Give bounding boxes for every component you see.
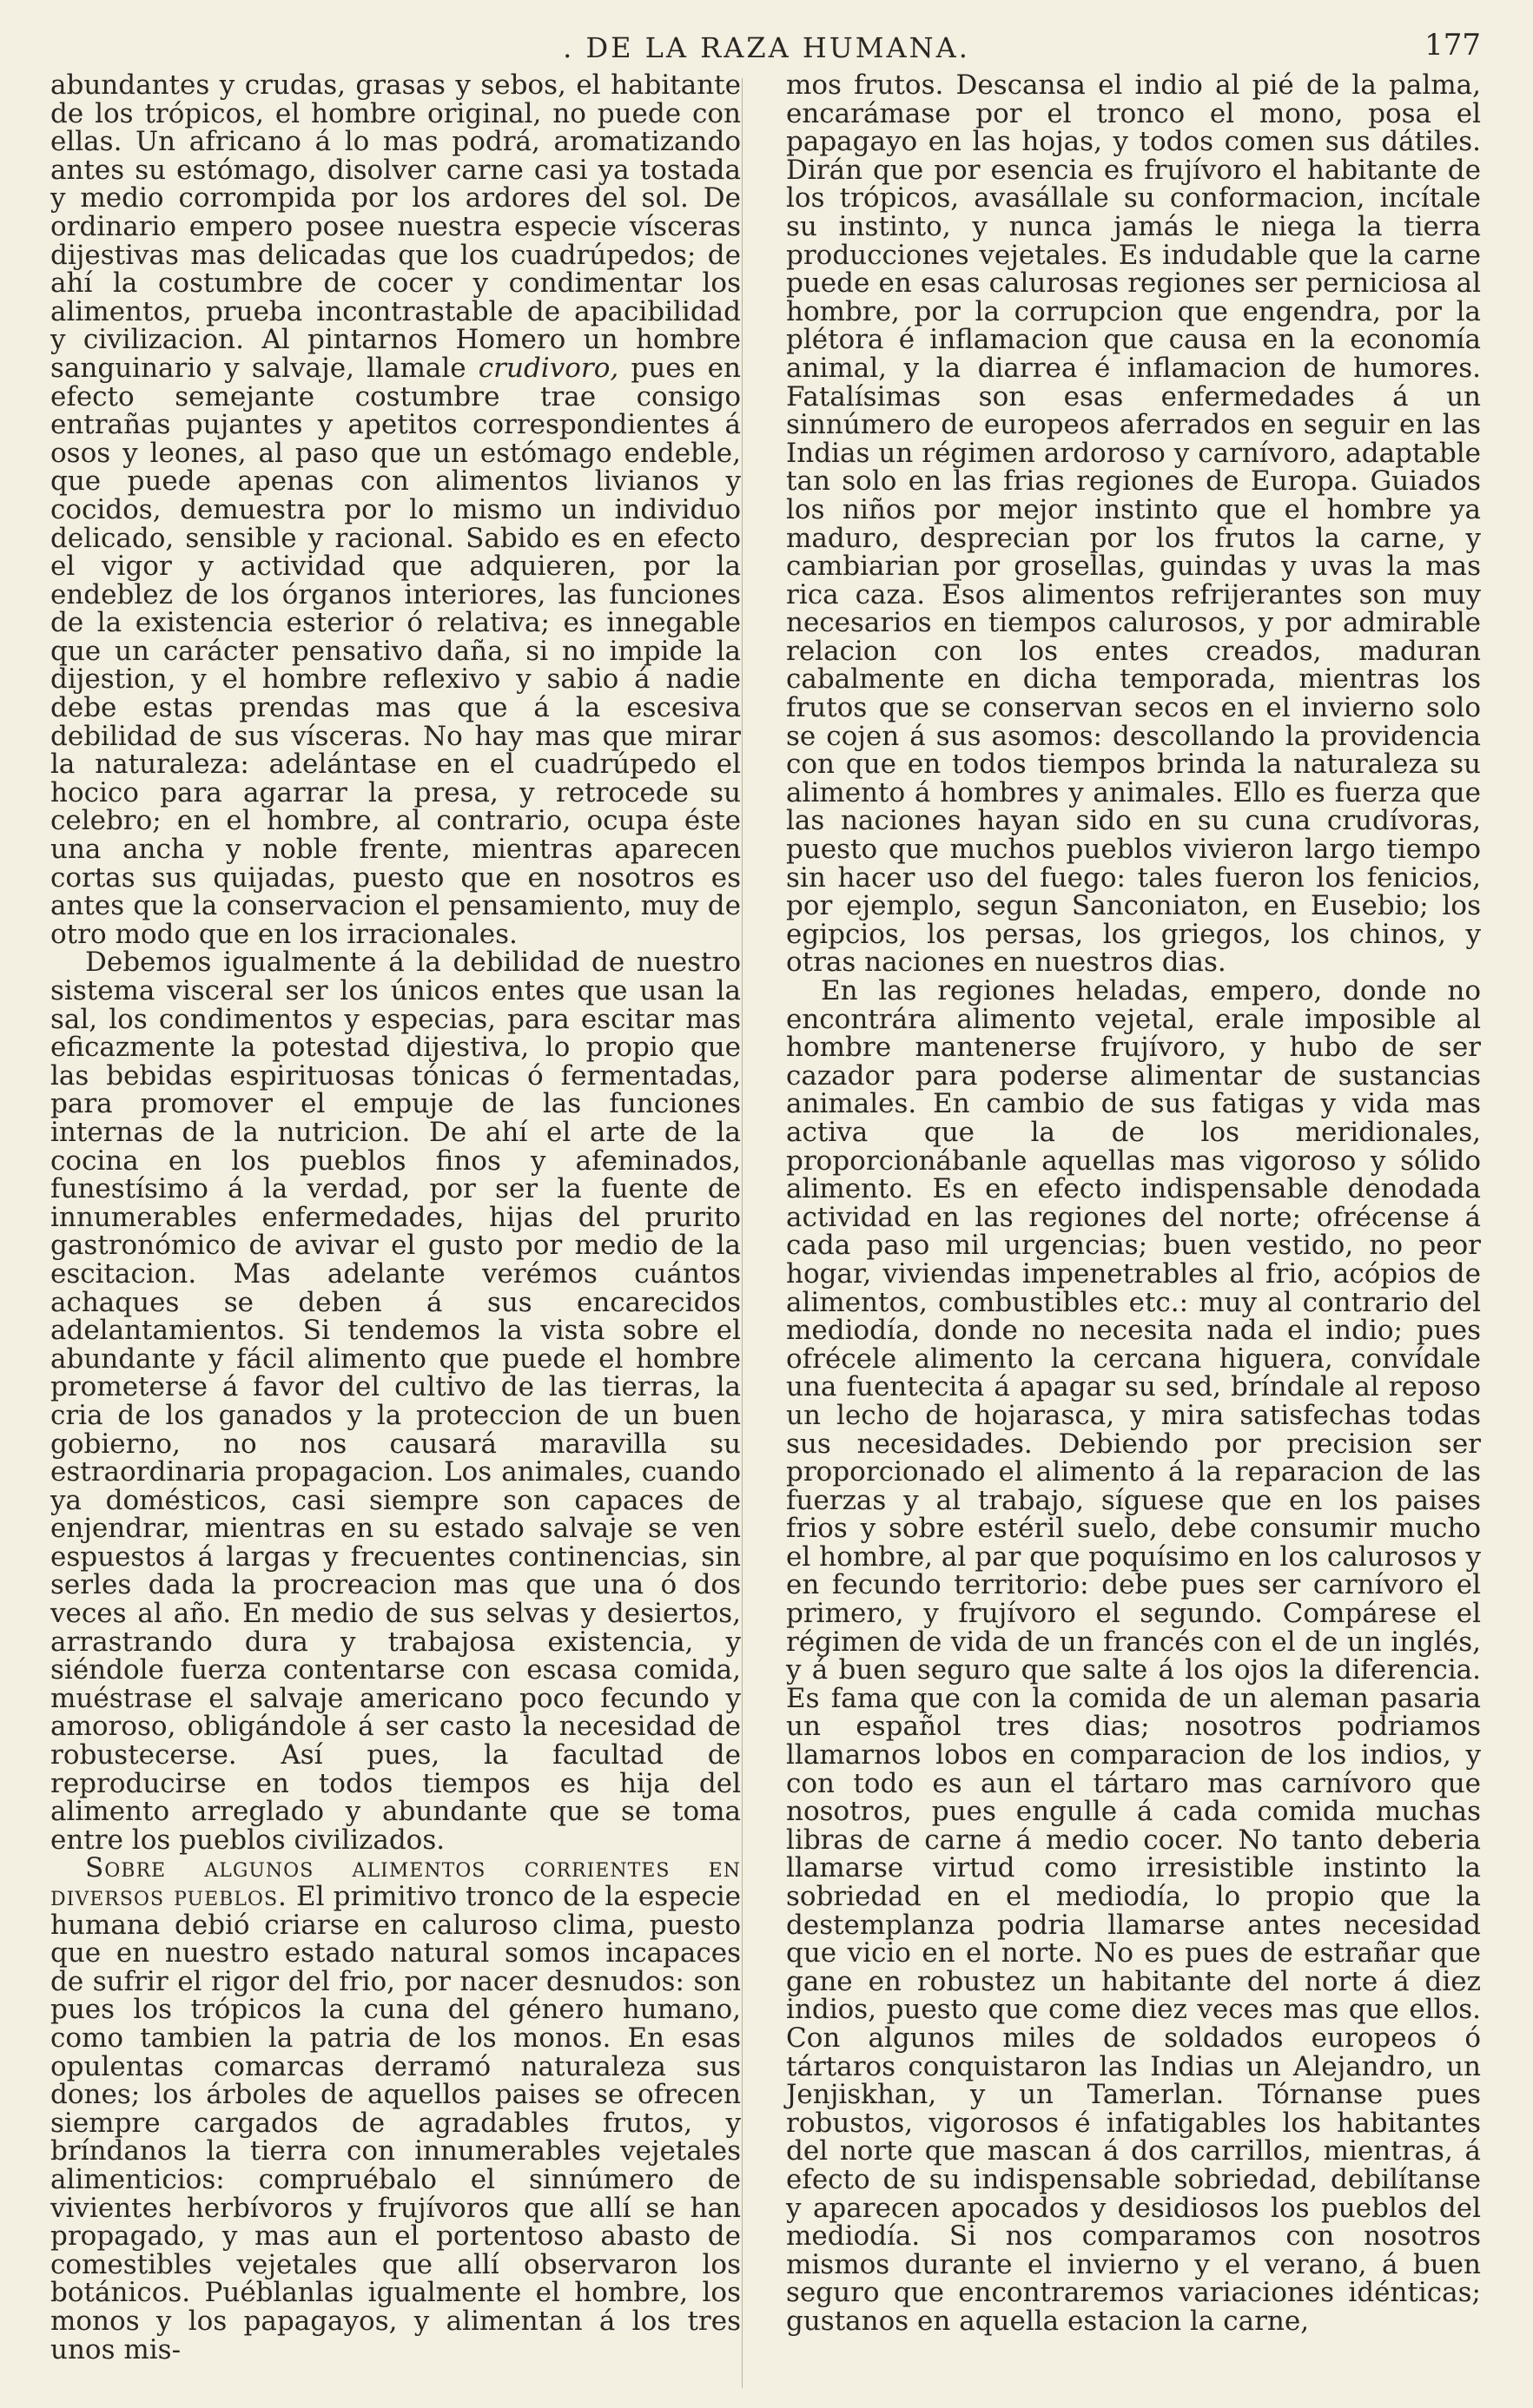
paragraph: En las regiones heladas, empero, donde no encontrára alimento vejetal, erale imposible al hombre mantenerse frujívoro, y hubo de ser cazador para poderse alimentar de sustancias animales. En cambio de sus fatigas y vida mas activa que la de los meridionales, proporcionábanle aquellas mas vigoroso y sólido alimento. Es en efecto indispensable denodada actividad en las regiones del norte; ofrécense á cada paso mil urgencias; buen vestido, no peor hogar, viviendas impenetrables al frio, acópios de alimentos, combustibles etc.: muy al contrario del mediodía, donde no necesita nada el indio; pues ofrécele alimento la cercana higuera, convídale una fuentecita á apagar su sed, bríndale al reposo un lecho de hojarasca, y mira satisfechas todas sus necesidades. Debiendo por precision ser proporcionado el alimento á la reparacion de las fuerzas y al trabajo, síguese que en los paises frios y sobre estéril suelo, debe consumir mucho el hombre, al par que poquísimo en los calurosos y en fecundo territorio: debe pues ser carnívoro el primero, y frujívoro el segundo. Compárese el régimen de vida de un francés con el de un inglés, y á buen seguro que salte á los ojos la diferencia. Es fama que con la comida de un aleman pasaria un español tres dias; nosotros podriamos llamarnos lobos en comparacion de los indios, y con todo es aun el tártaro mas carnívoro que nosotros, pues engulle á cada comida muchas libras de carne á medio cocer. No tanto deberia llamarse virtud como irresistible instinto la sobriedad en el mediodía, lo propio que la destemplanza podria llamarse antes necesidad que vicio en el norte. No es pues de estrañar que gane en robustez un habitante del norte á diez indios, puesto que come diez veces mas que ellos. Con algunos miles de soldados europeos ó tártaros conquistaron las Indias un Alejandro, un Jenjiskhan, y un Tamerlan. Tórnanse pues robustos, vigorosos é infatigables los habitantes del norte que mascan á dos carrillos, mientras, á efecto de su indispensable sobriedad, debilítanse y aparecen apocados y desidiosos los pueblos del mediodía. Si nos comparamos con nosotros mismos durante el invierno y el verano, á buen seguro que encontraremos variaciones idénticas; gustanos en aquella estacion la carne, (786, 975, 1481, 2337)
paragraph: Debemos igualmente á la debilidad de nuestro sistema visceral ser los únicos entes que usan la sal, los condimentos y especias, para escitar mas eficazmente la potestad dijestiva, lo propio que las bebidas espirituosas tónicas ó fermentadas, para promover el empuje de las funciones internas de la nutricion. De ahí el arte de la cocina en los pueblos finos y afeminados, funestísimo á la verdad, por ser la fuente de innumerables enfermedades, hijas del prurito gastronómico de avivar el gusto por medio de la escitacion. Mas adelante verémos cuántos achaques se deben á sus encarecidos adelantamientos. Si tendemos la vista sobre el abundante y fácil alimento que puede el hombre prometerse á favor del cultivo de las tierras, la cria de los ganados y la proteccion de un buen gobierno, no nos causará maravilla su estraordinaria propagacion. Los animales, cuando ya domésticos, casi siempre son capaces de enjendrar, mientras en su estado salvaje se ven espuestos á largas y frecuentes continencias, sin serles dada la procreacion mas que una ó dos veces al año. En medio de sus selvas y desiertos, arrastrando dura y trabajosa existencia, y siéndole fuerza contentarse con escasa comida, muéstrase el salvaje americano poco fecundo y amoroso, obligándole á ser casto la necesidad de robustecerse. Así pues, la facultad de reproducirse en todos tiempos es hija del alimento arreglado y abundante que se toma entre los pueblos civilizados. (50, 947, 741, 1856)
paragraph-text: El primitivo tronco de la especie humana debió criarse en caluroso clima, puesto que en nuestro estado natural somos incapaces de sufrir el rigor del frio, por nacer desnudos: son pues los trópicos la cuna del género humano, como tambien la patria de los monos. En esas opulentas comarcas derramó naturaleza sus dones; los árboles de aquellos paises se ofrecen siempre cargados de agradables frutos, y bríndanos la tierra con innumerables vejetales alimenticios: compruébalo el sinnúmero de vivientes herbívoros y frujívoros que allí se han propagado, y mas aun el portentoso abasto de comestibles vejetales que allí observaron los botánicos. Puéblanlas igualmente el hombre, los monos y los papagayos, y alimentan á los tres unos mis- (50, 1881, 741, 2365)
left-column (50, 71, 741, 2364)
right-column (786, 71, 1481, 2336)
section-heading: Sobre algunos alimentos corrientes en diversos pueblos. (50, 1852, 741, 1912)
paragraph-text: pues en efecto semejante costumbre trae consigo entrañas pujantes y apetitos correspondientes á osos y leones, al paso que un estómago endeble, que puede apenas con alimentos livianos y cocidos, demuestra por lo mismo un individuo delicado, sensible y racional. Sabido es en efecto el vigor y actividad que adquieren, por la endeblez de los órganos interiores, las funciones de la existencia esterior ó relativa; es innegable que un carácter pensativo daña, si no impide la dijestion, y el hombre reflexivo y sabio á nadie debe estas prendas mas que á la escesiva debilidad de sus vísceras. No hay mas que mirar la naturaleza: adelántase en el cuadrúpedo el hocico para agarrar la presa, y retrocede su celebro; en el hombre, al contrario, ocupa éste una ancha y noble frente, mientras aparecen cortas sus quijadas, puesto que en nosotros es antes que la conservacion el pensamiento, muy de otro modo que en los irracionales. (50, 352, 741, 950)
page-number: 177 (1424, 28, 1481, 63)
paragraph: mos frutos. Descansa el indio al pié de la palma, encarámase por el tronco el mono, posa el papagayo en las hojas, y todos comen sus dátiles. Dirán que por esencia es frujívoro el habitante de los trópicos, avasállale su conformacion, incítale su instinto, y nunca jamás le niega la tierra producciones vejetales. Es indudable que la carne puede en esas calurosas regiones ser perniciosa al hombre, por la corrupcion que engendra, por la plétora é inflamacion que causa en la economía animal, y la diarrea é inflamacion de humores. Fatalísimas son esas enfermedades á un sinnúmero de europeos aferrados en seguir en las Indias un régimen ardoroso y carnívoro, adaptable tan solo en las frias regiones de Europa. Guiados los niños por mejor instinto que el hombre ya maduro, desprecian por los frutos la carne, y cambiarian por grosellas, guindas y uvas la mas rica caza. Esos alimentos refrijerantes son muy necesarios en tiempos calurosos, y por admirable relacion con los entes creados, maduran cabalmente en dicha temporada, mientras los frutos que se conservan secos en el invierno solo se cojen á sus asomos: descollando la providencia con que en todos tiempos brinda la naturaleza su alimento á hombres y animales. Ello es fuerza que las naciones hayan sido en su cuna crudívoras, puesto que muchos pueblos vivieron largo tiempo sin hacer uso del fuego: tales fueron los fenicios, por ejemplo, segun Sanconiaton, en Eusebio; los egipcios, los persas, los griegos, los chinos, y otras naciones en nuestros dias. (786, 69, 1481, 979)
paragraph-text: abundantes y crudas, grasas y sebos, el habitante de los trópicos, el hombre original, no puede con ellas. Un africano á lo mas podrá, aromatizando antes su estómago, disolver carne casi ya tostada y medio corrompida por los ardores del sol. De ordinario empero posee nuestra especie vísceras dijestivas mas delicadas que los cuadrúpedos; de ahí la costumbre de cocer y condimentar los alimentos, prueba incontrastable de apacibilidad y civilizacion. Al pintarnos Homero un hombre sanguinario y salvaje, llamale (50, 69, 741, 384)
paragraph (50, 1854, 741, 2364)
column-divider (742, 78, 743, 2388)
running-head: . DE LA RAZA HUMANA. (563, 31, 970, 64)
page-header (52, 26, 1481, 69)
italic-term: crudivoro, (478, 352, 619, 384)
paragraph (50, 71, 741, 948)
